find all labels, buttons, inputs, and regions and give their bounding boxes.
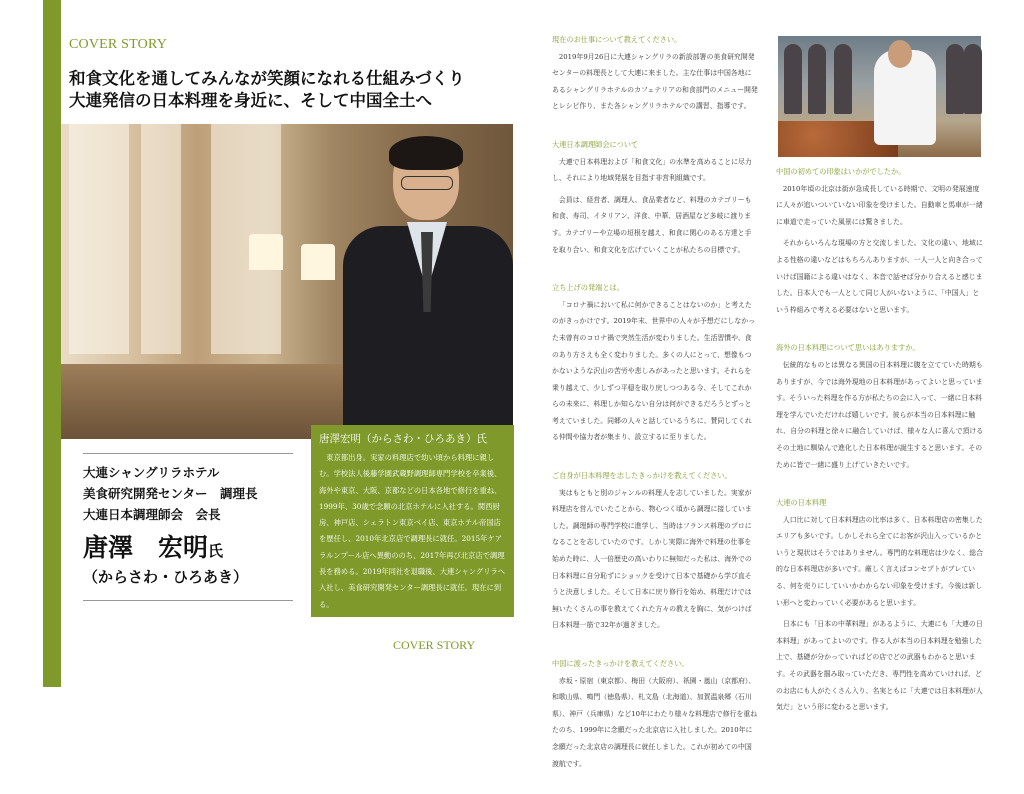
profile-box-bio: 東京都出身。実家の料理店で幼い頃から料理に親しむ。学校法人後藤学園武蔵野調理師専門学校を卒業後、海外や東京、大阪、京都などの日本各地で修行を重ね、1999年、30歳で念願の北京ホテルに入社する。関西厨房、神戸店、シェラトン東京ベイ店、東京ホテル帝国店を歴任し、2010年北京店で調理長に就任。2015年ケアラルンプール店へ異動ののち、2017年再び北京店で調理長を務める。2019年同社を退職後、大連シャングリラへ入社し、美食研究開発センター調理長に就任。現在に到る。: [319, 453, 506, 609]
answer: 2010年頃の北京は街が急成長している時期で、文明の発展速度に人々が追いついていない印象を受けました。自動車と馬車が一緒に車道で走っていた風景には驚きました。: [776, 184, 983, 226]
answer: 赤坂・原宿（東京都）、梅田（大阪府）、祇園・嵐山（京都府）、和歌山県、鳴門（徳島県）、札文島（北海道）、加賀温泉郷（石川県）、神戸（兵庫県）など10年にわたり様々な料理店で修行を重ねたのち、1999年に念願だった北京店に入社しました。2010年に念願だった北京店の調理長に就任しました。これが初めての中国渡航です。: [552, 676, 758, 768]
qa-current-work: [552, 32, 758, 115]
profile-titles: [83, 462, 303, 588]
title-association: 大連日本調理師会 会長: [83, 507, 221, 522]
question: 中国に渡ったきっかけを教えてください。: [552, 659, 689, 668]
chef-name-text: 唐澤 宏明: [83, 533, 209, 562]
green-side-bar: [43, 0, 61, 687]
profile-box: [311, 425, 514, 617]
title-hotel: 大連シャングリラホテル: [83, 465, 220, 480]
qa-association: [552, 137, 758, 258]
headline: [69, 68, 529, 112]
chef-name-suffix: 氏: [208, 542, 224, 560]
question: 大連日本調理師会について: [552, 139, 639, 149]
chef-portrait: [343, 140, 513, 439]
answer: 会員は、経営者、調理人、食品業者など、料理のカテゴリーも和食、寿司、イタリアン、洋食、中華、居酒屋など多岐に渡ります。カテゴリーや立場の垣根を越え、和食に関心のある方達と手を取り合い、和食文化を広げていくことが私たちの目標です。: [552, 195, 752, 254]
answer: 2019年9月26日に大連シャングリラの新設部署の美食研究開発センターの料理長として大連に来ました。主な仕事は中国各地にあるシャングリラホテルのカフェテリアの和食部門のメニュー開発とレシピ作り、また各シャングリラホテルでの講習、指導です。: [552, 52, 758, 111]
headline-line-2: 大連発信の日本料理を身近に、そして中国全土へ: [69, 91, 432, 110]
qa-china: [552, 656, 758, 772]
divider-bottom: [83, 600, 293, 601]
question: 中国の初めての印象はいかがでしたか。: [776, 167, 906, 176]
answer: 人口比に対して日本料理店の比率は多く、日本料理店の密集したエリアも多いです。しかしそれら全てにお客が沢山入っているかというと現状はそうではありません。専門的な料理店は少なく、総合的な日本料理店が多いです。厳しく言えばコンセプトがブレている、何を売りにしていいかわからない印象を受けます。今後は新しい形へと変わっていく必要があると思います。: [776, 515, 983, 607]
portrait-photo: [61, 124, 513, 439]
question: ご自身が日本料理を志したきっかけを教えてください。: [552, 471, 732, 481]
qa-first-impression: [776, 164, 984, 318]
chef-name-kana: （からさわ・ひろあき）: [83, 568, 249, 586]
answer: 実はもともと別のジャンルの料理人を志していました。実家が料理店を営んでいたことから、物心つく頃から調理に接していました。調理師の専門学校に進学し、当時はフランス料理のプロになることを志していたのです。しかし実際に海外で料理の仕事を始めた時に、人一倍歴史の高いわりに無知だった私は、海外での日本料理に自分恥ずにショックを受けて日本で基礎から学び直そうと決意しました。そして日本に戻り修行を始め、料理だけでは無いたくさんの事を教えてくれた方々の教えを胸に、気がつけば日本料理一筋で32年が過ぎました。: [552, 488, 752, 630]
qa-motivation: [552, 468, 758, 634]
cover-story-footer: COVER STORY: [393, 638, 476, 652]
answer: 「コロナ禍において私に何かできることはないのか」と考えたのがきっかけです。2019年末、世界中の人々が予想だにしなかった未曾有のコロナ禍で突然生活が変わりました。生活習慣や、食のあり方さえも全く変わりました。多くの人にとって、想像もつかないような沢山の苦労や悲しみがあったと思います。それらを乗り越えて、少しずつ平穏を取り戻しつつある今、そしてこれからの未来に、料理しか知らない自分は何ができるだろうとずっと考えていました。同郷の人々と話しているうちに、賛同してくれる仲間や協力者が集まり、設立するに至りました。: [552, 300, 756, 442]
answer: それからいろんな現場の方と交流しました。文化の違い、地域による性格の違いなどはもちろんありますが、一人一人と向き合っていけば国籍による違いはなく、本音で話せば分かり合えると感じました。日本人でも一人として同じ人がいないように、「中国人」という枠組みで考える必要はないと思います。: [776, 239, 983, 314]
qa-dalian: [776, 495, 984, 716]
headline-line-1: 和食文化を通してみんなが笑顔になれる仕組みづくり: [69, 69, 465, 88]
profile-box-name: 唐澤宏明（からさわ・ひろあき）氏: [319, 433, 487, 445]
right-column: [776, 164, 984, 738]
question: 大連の日本料理: [776, 498, 827, 508]
cover-story-label: COVER STORY: [69, 37, 168, 52]
qa-overseas: [776, 340, 984, 473]
question: 海外の日本料理について思いはありますか。: [776, 343, 920, 353]
answer: 日本にも「日本の中華料理」があるように、大連にも「大連の日本料理」があってよいのです。作る人が本当の日本料理を勉強した上で、基礎が分かっていればどの店でどの武器もわかると思います。その武器を掴み取っていただき、専門性を高めていければ、どのお店にも人がたくさん入り、名実ともに「大連では日本料理が人気だ」という形に変わると思います。: [776, 620, 983, 712]
question: 立ち上げの発端とは。: [552, 283, 624, 293]
divider-top: [83, 453, 293, 454]
question: 現在のお仕事について教えてください。: [552, 35, 682, 44]
answer: 大連で日本料理および「和食文化」の水準を高めることに尽力し、それにより地域発展を目指す非営利組織です。: [552, 157, 752, 183]
qa-founding: [552, 280, 758, 446]
chef-name: [83, 533, 303, 566]
title-position: 美食研究開発センター 調理長: [83, 486, 258, 501]
middle-column: [552, 32, 758, 794]
market-photo: [778, 36, 981, 157]
answer: 伝統的なものとは異なる異国の日本料理に腹を立てていた時期もありますが、今では海外現地の日本料理があってよいと思っています。そういった料理を作る方が私たちの会に入って、一緒に日本料理を学んでいただければ嬉しいです。彼らが本当の日本料理に触れ、自分の料理と徐々に融合していけば、様々な人に喜んで頂けるその土地に馴染んで進化した日本料理が誕生すると思います。そのために皆で一緒に盛り上げていきたいです。: [776, 360, 984, 469]
